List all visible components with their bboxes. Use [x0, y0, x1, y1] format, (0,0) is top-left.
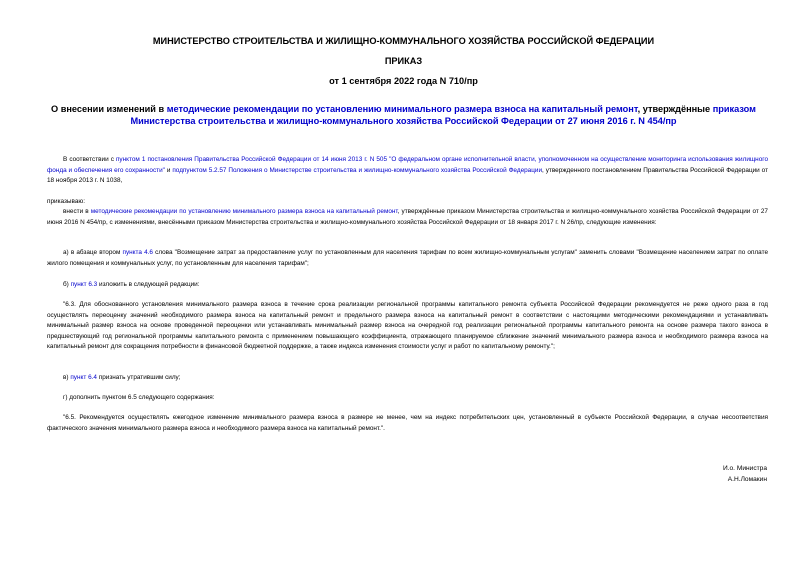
instruction-text-1: внести в	[63, 208, 91, 215]
item-a-text-1: а) в абзаце втором	[63, 249, 123, 256]
item-v-text-1: в)	[63, 374, 71, 381]
item-b-text-2: изложить в следующей редакции:	[97, 281, 200, 288]
preamble-text-2: и	[164, 166, 173, 174]
title-link-order-454[interactable]: приказом Министерства строительства и жилищно-коммунального хозяйства Российской Федерации от 27 июня 2016 г. N 454/пр	[130, 104, 756, 126]
item-a-text-2: слова "Возмещение затрат за предоставление услуг по установленным для населения тарифам по всем жилищно-коммунальным услугам" заменить словами "Возмещение населением затрат по оплате жилого помещения и коммунальных услуг, по установленным для населения тарифам";	[47, 249, 768, 267]
order-date-number: от 1 сентября 2022 года N 710/пр	[329, 76, 478, 86]
instruction-text-2: , утверждённые	[397, 208, 447, 215]
item-v-paragraph	[47, 373, 768, 384]
link-clause-4-6[interactable]: пункта 4.6	[122, 249, 153, 256]
item-a-paragraph	[47, 248, 768, 269]
title-link-guidelines[interactable]: методические рекомендации по установлению минимального размера взноса на капитальный ремонт	[166, 104, 638, 114]
main-instruction-paragraph	[47, 207, 768, 228]
order-verb: приказываю:	[47, 198, 85, 205]
ministry-heading: МИНИСТЕРСТВО СТРОИТЕЛЬСТВА И ЖИЛИЩНО-КОММУНАЛЬНОГО ХОЗЯЙСТВА РОССИЙСКОЙ ФЕДЕРАЦИИ	[152, 36, 655, 46]
item-b-paragraph	[47, 280, 768, 291]
document-type-heading: ПРИКАЗ	[384, 56, 423, 66]
signature-position: И.о. Министра	[722, 465, 767, 472]
link-clause-6-3[interactable]: пункт 6.3	[70, 281, 98, 288]
link-subclause-5-2-57[interactable]: подпунктом 5.2.57 Положения о Министерстве строительства и жилищно-коммунального хозяйства Российской Федерации	[172, 166, 543, 174]
link-guidelines[interactable]: методические рекомендации по установлению минимального размера взноса на капитальный ремонт	[90, 208, 398, 215]
preamble-text-3: , утвержденного постановлением Правительства Российской Федерации от 18 ноября 2013 г. N 1038,	[47, 166, 769, 185]
title-middle: , утверждённые	[637, 104, 713, 114]
link-clause-6-4[interactable]: пункт 6.4	[70, 374, 97, 381]
item-b-text-1: б)	[63, 281, 71, 288]
item-g-paragraph: г) дополнить пунктом 6.5 следующего содержания:	[63, 394, 215, 401]
ref-order-454: приказом Министерства строительства и жилищно-коммунального хозяйства Российской Федерации от 27 июня 2016 N 454/пр	[47, 208, 768, 226]
instruction-text-4: , следующие изменения:	[582, 218, 657, 226]
signature-name: А.Н.Ломакин	[727, 476, 767, 483]
link-resolution-505[interactable]: пунктом 1 постановления Правительства Российской Федерации от 14 июня 2013 г. N 505 "О федеральном органе исполнительной власти, уполномоченном на осуществление мониторинга использования жилищного фонда и обеспечения его сохранности"	[47, 156, 768, 174]
clause-6-3-text: "6.3. Для обоснованного установления минимального размера взноса в течение срока реализации региональной программы капитального ремонта субъекта Российской Федерации рекомендуется не реже одного раза в год осуществлять переоценку значений необходимого размера взноса на капитальный ремонт и предельного размера взноса на капитальный ремонт в соответствии с настоящими методическими рекомендациями и устанавливать минимальный размер взноса на основе проведенной переоценки или устанавливать минимальный размер взноса на очередной год реализации региональной программы капитального ремонта на основе размера такого взноса в предшествующий год региональной программы капитального ремонта с применением повышающего коэффициента, отражающего планируемое сближение значений минимального размера взноса и необходимого размера взноса на капитальный ремонт для сокращения потребности в финансовой бюджетной поддержке, а также индекса изменения стоимости услуг и работ по капитальному ремонту.";	[47, 301, 768, 351]
instruction-text-3: , с изменениями, внесёнными	[105, 218, 197, 226]
item-v-text-2: признать утратившим силу;	[96, 374, 181, 381]
clause-6-5-text: "6.5. Рекомендуется осуществлять ежегодное изменение минимального размера взноса в размере не менее, чем на индекс потребительских цен, установленный в субъекте Российской Федерации, в случае несоответствия фактического значения минимального размера взноса и необходимого размера взноса на капитальный ремонт.".	[47, 414, 768, 432]
ref-order-26: приказом Министерства строительства и жилищно-коммунального хозяйства Российской Федерации от 18 января 2017 г. N 26/пр	[196, 218, 583, 226]
title-prefix: О внесении изменений в	[51, 104, 167, 114]
preamble-text-1: В соответствии с	[63, 156, 116, 163]
document-title	[40, 104, 767, 127]
preamble-paragraph	[47, 155, 768, 187]
